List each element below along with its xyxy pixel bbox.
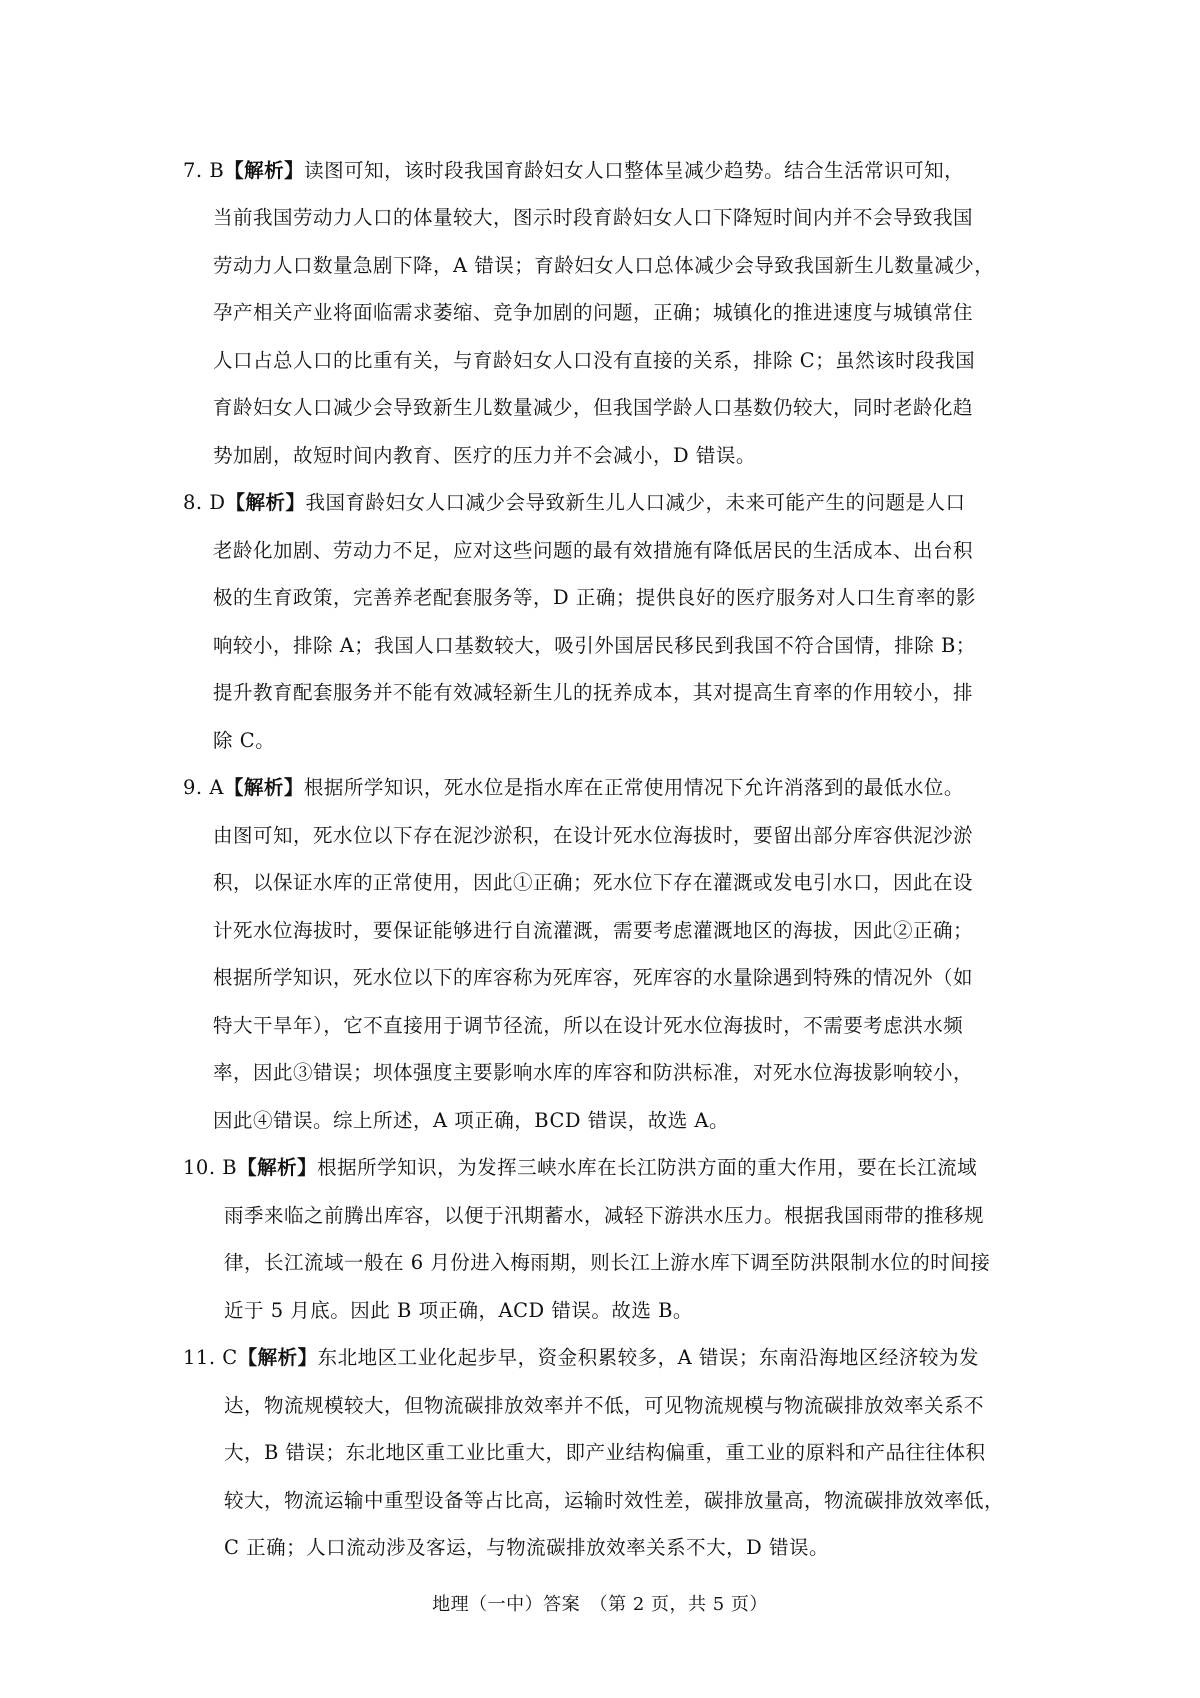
answer-9-first-line (183, 774, 964, 802)
answer-text-line: 根据所学知识，死水位以下的库容称为死库容，死库容的水量除遇到特殊的情况外（如 (213, 966, 974, 989)
answer-text-line: 育龄妇女人口减少会导致新生儿数量减少，但我国学龄人口基数仍较大，同时老龄化趋 (213, 396, 974, 419)
answer-text-line: 根据所学知识，死水位是指水库在正常使用情况下允许消落到的最低水位。 (303, 776, 964, 799)
answer-choice: A (209, 776, 224, 799)
answer-text-line: 率，因此③错误；坝体强度主要影响水库的库容和防洪标准，对死水位海拔影响较小， (213, 1061, 974, 1084)
answer-text-line: 近于 5 月底。因此 B 项正确，ACD 错误。故选 B。 (224, 1299, 693, 1322)
answer-text-line: 人口占总人口的比重有关，与育龄妇女人口没有直接的关系，排除 C；虽然该时段我国 (213, 349, 976, 372)
answer-11-first-line (183, 1344, 979, 1372)
analysis-tag: 【解析】 (237, 1156, 318, 1179)
answer-text-line: 极的生育政策，完善养老配套服务等，D 正确；提供良好的医疗服务对人口生育率的影 (213, 586, 976, 609)
answer-text-line: 孕产相关产业将面临需求萎缩、竞争加剧的问题，正确；城镇化的推进速度与城镇常住 (213, 301, 974, 324)
question-number: 8. (183, 491, 203, 514)
answer-text-line: 律，长江流域一般在 6 月份进入梅雨期，则长江上游水库下调至防洪限制水位的时间接 (224, 1251, 991, 1274)
answer-text-line: 除 C。 (213, 729, 276, 752)
answer-choice: B (209, 159, 225, 182)
answer-text-line: 当前我国劳动力人口的体量较大，图示时段育龄妇女人口下降短时间内并不会导致我国 (213, 206, 974, 229)
answer-choice: D (209, 491, 226, 514)
analysis-tag: 【解析】 (237, 1346, 318, 1369)
answer-text-line: 势加剧，故短时间内教育、医疗的压力并不会减小，D 错误。 (213, 444, 756, 467)
question-number: 10. (183, 1156, 216, 1179)
analysis-tag: 【解析】 (223, 776, 304, 799)
answer-text-line: 老龄化加剧、劳动力不足，应对这些问题的最有效措施有降低居民的生活成本、出台积 (213, 539, 974, 562)
answer-text-line: 由图可知，死水位以下存在泥沙淤积，在设计死水位海拔时，要留出部分库容供泥沙淤 (213, 824, 974, 847)
answer-text-line: C 正确；人口流动涉及客运，与物流碳排放效率关系不大，D 错误。 (224, 1536, 829, 1559)
answer-text-line: 我国育龄妇女人口减少会导致新生儿人口减少，未来可能产生的问题是人口 (305, 491, 966, 514)
question-number: 9. (183, 776, 203, 799)
question-number: 11. (183, 1346, 216, 1369)
answer-choice: C (222, 1346, 238, 1369)
answer-text-line: 响较小，排除 A；我国人口基数较大，吸引外国居民移民到我国不符合国情，排除 B； (213, 634, 976, 657)
page-footer: 地理（一中）答案 （第 2 页，共 5 页） (432, 1594, 768, 1615)
answer-text-line: 因此④错误。综上所述，A 项正确，BCD 错误，故选 A。 (213, 1109, 730, 1132)
answer-choice: B (222, 1156, 238, 1179)
answer-text-line: 劳动力人口数量急剧下降，A 错误；育龄妇女人口总体减少会导致我国新生儿数量减少， (213, 254, 995, 277)
answer-text-line: 读图可知，该时段我国育龄妇女人口整体呈减少趋势。结合生活常识可知， (304, 159, 965, 182)
question-number: 7. (183, 159, 203, 182)
answer-7-first-line (183, 157, 964, 185)
analysis-tag: 【解析】 (224, 159, 305, 182)
answer-text-line: 提升教育配套服务并不能有效减轻新生儿的抚养成本，其对提高生育率的作用较小，排 (213, 681, 974, 704)
answer-text-line: 计死水位海拔时，要保证能够进行自流灌溉，需要考虑灌溉地区的海拔，因此②正确； (213, 919, 974, 942)
answer-text-line: 东北地区工业化起步早，资金积累较多，A 错误；东南沿海地区经济较为发 (317, 1346, 979, 1369)
answer-text-line: 较大，物流运输中重型设备等占比高，运输时效性差，碳排放量高，物流碳排放效率低， (224, 1489, 1005, 1512)
answer-text-line: 雨季来临之前腾出库容，以便于汛期蓄水，减轻下游洪水压力。根据我国雨带的推移规 (224, 1204, 985, 1227)
answer-text-line: 达，物流规模较大，但物流碳排放效率并不低，可见物流规模与物流碳排放效率关系不 (224, 1394, 985, 1417)
answer-10-first-line (183, 1154, 977, 1182)
answer-text-line: 特大干旱年），它不直接用于调节径流，所以在设计死水位海拔时，不需要考虑洪水频 (213, 1014, 964, 1037)
answer-text-line: 积，以保证水库的正常使用，因此①正确；死水位下存在灌溉或发电引水口，因此在设 (213, 871, 974, 894)
answer-8-first-line (183, 489, 965, 517)
analysis-tag: 【解析】 (225, 491, 306, 514)
answer-text-line: 根据所学知识，为发挥三峡水库在长江防洪方面的重大作用，要在长江流域 (317, 1156, 978, 1179)
answer-text-line: 大，B 错误；东北地区重工业比重大，即产业结构偏重，重工业的原料和产品往往体积 (224, 1441, 986, 1464)
